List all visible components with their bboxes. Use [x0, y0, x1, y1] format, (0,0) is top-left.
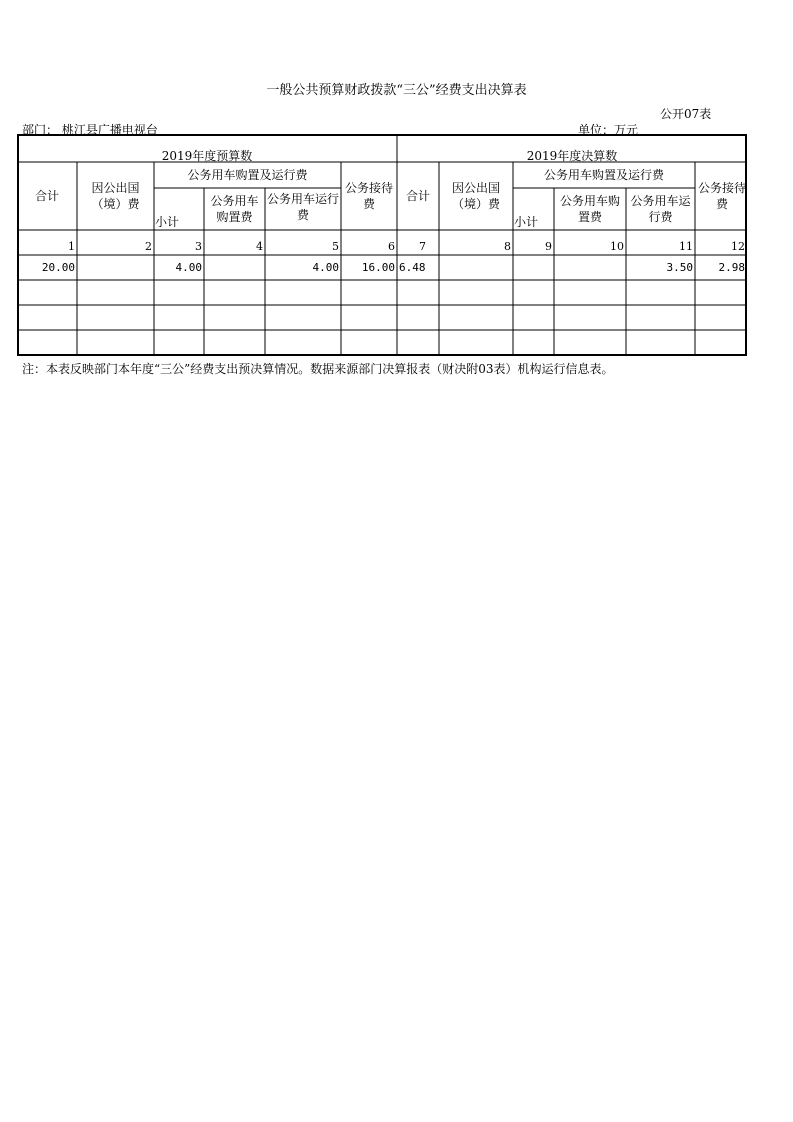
final-vehicle-operation-value: 3.50 — [666, 260, 693, 274]
column-number: 11 — [679, 239, 693, 253]
final-abroad-value — [439, 255, 513, 280]
expenditure-table — [17, 134, 747, 356]
final-total-header: 合计 — [405, 189, 430, 203]
final-reception-header: 公务接待费 — [697, 181, 746, 211]
final-total-value: 6.48 — [399, 260, 426, 274]
budget-total-value: 20.00 — [41, 260, 75, 274]
column-number: 8 — [504, 239, 511, 253]
column-number: 7 — [419, 239, 426, 253]
final-reception-value: 2.98 — [718, 260, 745, 274]
budget-vehicle-purchase-value — [204, 255, 265, 280]
final-vehicle-purchase-value — [554, 255, 626, 280]
final-abroad-header: 因公出国（境）费 — [451, 181, 500, 211]
department-label: 部门： 桃江县广播电视台 — [22, 123, 158, 137]
column-number: 1 — [68, 239, 75, 253]
budget-vehicle-operation-value: 4.00 — [312, 260, 339, 274]
table-note: 注：本表反映部门本年度“三公”经费支出预决算情况。数据来源部门决算报表（财决附03表）机构运行信息表。 — [22, 362, 614, 376]
budget-vehicle-group-header: 公务用车购置及运行费 — [187, 168, 308, 182]
budget-vehicle-purchase-header: 公务用车购置费 — [210, 194, 259, 224]
final-subtotal-value — [513, 255, 554, 280]
column-number: 2 — [145, 239, 152, 253]
budget-subtotal-value: 4.00 — [175, 260, 202, 274]
budget-abroad-value — [77, 255, 154, 280]
budget-group-header: 2019年度预算数 — [161, 149, 253, 163]
column-number: 9 — [545, 239, 552, 253]
form-code: 公开07表 — [660, 107, 712, 121]
budget-total-header: 合计 — [34, 189, 59, 203]
column-number: 6 — [388, 239, 395, 253]
budget-subtotal-header: 小计 — [155, 215, 180, 229]
budget-vehicle-operation-header: 公务用车运行费 — [267, 192, 340, 222]
column-number: 3 — [195, 239, 202, 253]
final-vehicle-operation-header: 公务用车运行费 — [630, 194, 691, 224]
column-number: 5 — [332, 239, 339, 253]
final-subtotal-header: 小计 — [514, 215, 539, 229]
unit-label: 单位：万元 — [578, 123, 639, 137]
final-vehicle-purchase-header: 公务用车购置费 — [559, 194, 620, 224]
budget-reception-value: 16.00 — [361, 260, 395, 274]
column-number: 4 — [256, 239, 263, 253]
budget-reception-header: 公务接待费 — [344, 181, 393, 211]
column-number: 10 — [610, 239, 624, 253]
table-title: 一般公共预算财政拨款“三公”经费支出决算表 — [266, 83, 527, 98]
budget-abroad-header: 因公出国（境）费 — [91, 181, 140, 211]
column-number: 12 — [731, 239, 745, 253]
final-group-header: 2019年度决算数 — [526, 149, 618, 163]
final-vehicle-group-header: 公务用车购置及运行费 — [543, 168, 664, 182]
